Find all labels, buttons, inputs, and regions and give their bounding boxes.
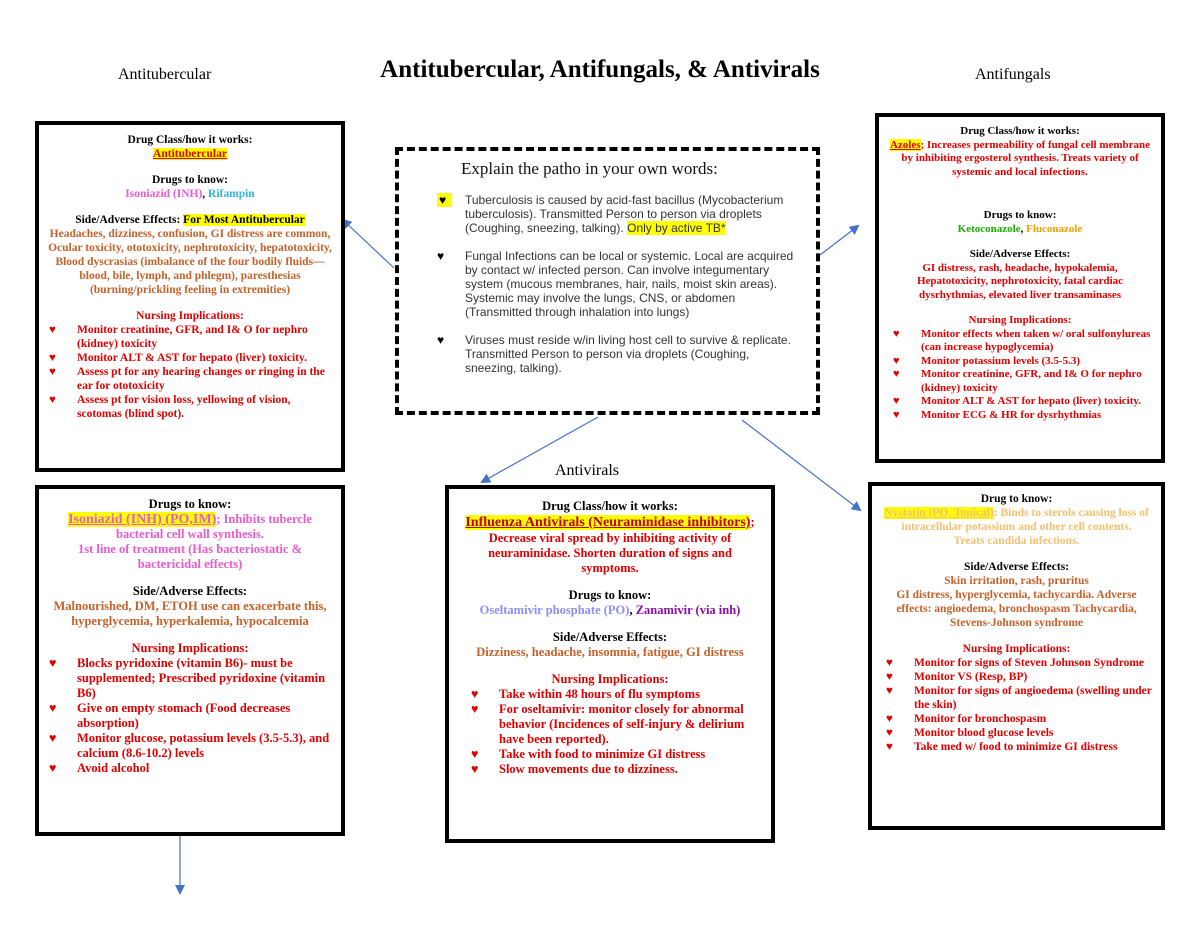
nystatin-drug-box <box>868 482 1165 830</box>
heart-icon: ♥ <box>886 713 893 725</box>
side-label: Side/Adverse Effects: <box>75 214 181 226</box>
heading-antitubercular: Antitubercular <box>118 66 212 83</box>
side-effects-text: GI distress, rash, headache, hypokalemia, Hepatotoxicity, nephrotoxicity, fatal cardiac dysrhythmias, elevated liver transaminases <box>916 261 1124 301</box>
heart-icon: ♥ <box>49 656 57 670</box>
drugs-label: Drugs to know: <box>568 588 652 602</box>
drugs-label: Drugs to know: <box>983 209 1057 221</box>
drug-desc: : Binds to sterols causing loss of intracellular potassium and other cell contents. <box>901 507 1149 533</box>
drug-line2: Treats candida infections. <box>953 535 1080 547</box>
list-item: ♥ Monitor for signs of Steven Johnson Syndrome <box>886 657 1145 669</box>
drug-oseltamivir: Oseltamivir phosphate (PO) <box>479 603 630 617</box>
list-item: ♥ Monitor creatinine, GFR, and I& O for nephro (kidney) toxicity <box>893 368 1142 394</box>
nursing-label: Nursing Implications: <box>131 641 249 655</box>
heart-icon: ♥ <box>437 333 445 347</box>
drugs-label: Drugs to know: <box>151 174 229 186</box>
heart-icon: ♥ <box>886 657 893 669</box>
heart-icon: ♥ <box>893 395 900 407</box>
drugs-label: Drug to know: <box>980 493 1053 505</box>
list-item: ♥ Monitor VS (Resp, BP) <box>886 671 1028 683</box>
side-effects-text: Malnourished, DM, ETOH use can exacerbate this, hyperglycemia, hyperkalemia, hypocalcemia <box>53 599 327 628</box>
list-item: ♥ Monitor effects when taken w/ oral sulfonylureas (can increase hypoglycemia) <box>893 327 1151 353</box>
nursing-label: Nursing Implications: <box>136 310 244 322</box>
drug-ketoconazole: Ketoconazole <box>957 222 1021 235</box>
heart-icon: ♥ <box>471 747 479 761</box>
page-title: Antitubercular, Antifungals, & Antivirals <box>380 56 820 83</box>
heart-icon: ♥ <box>49 701 57 715</box>
list-item: ♥ Take with food to minimize GI distress <box>471 747 706 761</box>
nursing-label: Nursing Implications: <box>551 672 669 686</box>
side-label: Side/Adverse Effects: <box>963 561 1070 573</box>
list-item: ♥ Monitor creatinine, GFR, and I& O for nephro (kidney) toxicity <box>49 324 308 350</box>
class-name: Antitubercular <box>153 148 227 160</box>
patho-tb: ♥ Tuberculosis is caused by acid-fast bacillus (Mycobacterium tuberculosis). Transmitted Person to person via droplets (Coughing, sneezing, talking). Only by active TB* <box>439 193 784 235</box>
heart-icon: ♥ <box>49 324 56 336</box>
list-item: ♥ For oseltamivir: monitor closely for abnormal behavior (Incidences of self-injury & delirium have been reported). <box>471 702 745 746</box>
drug-rifampin: Rifampin <box>208 188 255 200</box>
patho-fungal: ♥ Fungal Infections can be local or systemic. Local are acquired by contact w/ infected person. Can involve integumentary system (mucous membranes, hair, nails, moist skin areas). Systemic may involve the lungs, CNS, or abdomen (Transmitted through inhalation into lungs) <box>437 249 794 319</box>
heart-icon: ♥ <box>437 249 445 263</box>
drug-line2: 1st line of treatment (Has bacteriostatic & bactericidal effects) <box>77 542 302 571</box>
antifungal-class-box: Drug Class/how it works: Azoles; Increases permeability of fungal cell membrane by inhibiting ergosterol synthesis. Treats variety of systemic and local infections. Drugs to know: Ketoconazole, Fluconazole Side/Adverse Effects: GI distress, rash, headache, hypokalemia, Hepatotoxicity, nephrotoxicity, fatal cardiac dysrhythmias, elevated liver transaminases Nursing Implications: ♥ Monitor effects when taken w/ oral sulfonylureas (can increase hypoglycemia) ♥ Monitor potassium levels (3.5-5.3) ♥ Monitor creatinine, GFR, and I& O for nephro (kidney) toxicity ♥ Monitor ALT & AST for hepato (liver) toxicity. ♥ Monitor ECG & HR for dysrhythmias <box>875 113 1165 463</box>
list-item: ♥ Monitor ALT & AST for hepato (liver) toxicity. <box>893 395 1142 407</box>
side-effects-text-1: Skin irritation, rash, pruritus <box>944 575 1089 587</box>
list-item: ♥ Monitor glucose, potassium levels (3.5-5.3), and calcium (8.6-10.2) levels <box>49 731 330 760</box>
antitubercular-class-box: Drug Class/how it works: Antitubercular Drugs to know: Isoniazid (INH), Rifampin Side/Adverse Effects: For Most Antitubercular Headaches, dizziness, confusion, GI distress are common, Ocular toxicity, ototoxicity, nephrotoxicity, hepatotoxicity, Blood dyscrasias (imbalance of the four bodily fluids—blood, bile, lymph, and phlegm), paresthesias (burning/prickling feeling in extremities) Nursing Implications: ♥ Monitor creatinine, GFR, and I& O for nephro (kidney) toxicity ♥ Monitor ALT & AST for hepato (liver) toxicity. ♥ Assess pt for any hearing changes or ringing in the ear for ototoxicity ♥ Assess pt for vision loss, yellowing of vision, scotomas (blind spot). <box>35 121 345 472</box>
heart-icon: ♥ <box>893 327 900 340</box>
heart-icon: ♥ <box>471 702 479 716</box>
heart-icon: ♥ <box>886 671 893 683</box>
heart-icon: ♥ <box>886 685 893 697</box>
heart-icon: ♥ <box>49 352 56 364</box>
list-item: ♥ Blocks pyridoxine (vitamin B6)- must be supplemented; Prescribed pyridoxine (vitamin B6) <box>49 656 326 700</box>
list-item: ♥ Monitor blood glucose levels <box>886 727 1054 739</box>
heart-icon: ♥ <box>49 761 57 775</box>
class-label: Drug Class/how it works: <box>960 125 1080 137</box>
patho-viral: ♥ Viruses must reside w/in living host cell to survive & replicate. Transmitted Person to person via droplets (Coughing, sneezing, talking). <box>437 333 791 375</box>
side-effects-text: Dizziness, headache, insomnia, fatigue, GI distress <box>476 645 744 659</box>
heart-icon: ♥ <box>49 394 56 406</box>
nursing-list <box>887 328 1153 423</box>
class-name: Influenza Antivirals (Neuraminidase inhibitors) <box>465 515 751 530</box>
list-item: ♥ Monitor for signs of angioedema (swelling under the skin) <box>886 685 1152 711</box>
class-name: Azoles <box>889 138 921 151</box>
heart-icon: ♥ <box>886 741 893 753</box>
arrow-to-antifungals <box>820 226 858 255</box>
list-item: ♥ Assess pt for any hearing changes or ringing in the ear for ototoxicity <box>49 366 325 392</box>
tb-highlight: Only by active TB* <box>627 221 726 235</box>
heading-antifungals: Antifungals <box>975 66 1051 83</box>
nursing-list <box>459 687 761 777</box>
drug-desc: ; Inhibits tubercle bacterial cell wall synthesis. <box>116 512 312 541</box>
list-item: ♥ Monitor potassium levels (3.5-5.3) <box>893 354 1080 367</box>
patho-box <box>395 147 820 415</box>
drug-name: Isoniazid (INH) (PO,IM) <box>68 512 217 527</box>
class-label: Drug Class/how it works: <box>542 499 678 513</box>
arrow-to-antivirals <box>482 417 598 482</box>
heading-antivirals: Antivirals <box>555 462 619 479</box>
list-item: ♥ Monitor ECG & HR for dysrhythmias <box>893 408 1102 421</box>
heart-icon: ♥ <box>49 366 56 378</box>
class-desc: ; Increases permeability of fungal cell membrane by inhibiting ergosterol synthesis. Treats variety of systemic and local infections. <box>901 138 1151 178</box>
heart-icon: ♥ <box>49 731 57 745</box>
side-effects-text: Headaches, dizziness, confusion, GI distress are common, Ocular toxicity, ototoxicity, nephrotoxicity, hepatotoxicity, Blood dyscrasias (imbalance of the four bodily fluids—blood, bile, lymph, and phlegm), paresthesias (burning/prickling feeling in extremities) <box>48 228 332 296</box>
arrow-to-antitubercular <box>343 220 394 268</box>
list-item: ♥ Take med w/ food to minimize GI distress <box>886 741 1118 753</box>
list-item: ♥ Slow movements due to dizziness. <box>471 762 678 776</box>
heart-icon: ♥ <box>893 408 900 421</box>
list-item: ♥ Assess pt for vision loss, yellowing of vision, scotomas (blind spot). <box>49 394 291 420</box>
side-effects-text-2: GI distress, hyperglycemia, tachycardia. Adverse effects: angioedema, bronchospasm Tachycardia, Stevens-Johnson syndrome <box>896 589 1137 629</box>
drug-isoniazid: Isoniazid (INH) <box>125 188 203 200</box>
heart-icon: ♥ <box>893 368 900 380</box>
heart-icon: ♥ <box>471 762 479 776</box>
drug-name: Nystatin (PO, Topical) <box>884 507 994 519</box>
list-item: ♥ Avoid alcohol <box>49 761 150 775</box>
nursing-label: Nursing Implications: <box>962 643 1071 655</box>
heart-icon: ♥ <box>437 193 452 207</box>
drug-fluconazole: Fluconazole <box>1026 222 1083 235</box>
nursing-list <box>47 656 333 776</box>
list-item: ♥ Monitor ALT & AST for hepato (liver) toxicity. <box>49 352 308 364</box>
patho-heading: Explain the patho in your own words: <box>461 159 718 178</box>
drugs-label: Drugs to know: <box>148 497 232 511</box>
side-label: Side/Adverse Effects: <box>552 630 668 644</box>
drug-zanamivir: Zanamivir (via inh) <box>635 603 741 617</box>
nursing-list <box>47 323 333 421</box>
list-item: ♥ Monitor for bronchospasm <box>886 713 1047 725</box>
nursing-label: Nursing Implications: <box>968 314 1072 326</box>
list-item: ♥ Give on empty stomach (Food decreases absorption) <box>49 701 291 730</box>
antiviral-box: Drug Class/how it works: Influenza Antivirals (Neuraminidase inhibitors); Decrease viral spread by inhibiting activity of neuraminidase. Shorten duration of signs and symptoms. Drugs to know: Oseltamivir phosphate (PO), Zanamivir (via inh) Side/Adverse Effects: Dizziness, headache, insomnia, fatigue, GI distress Nursing Implications: ♥ Take within 48 hours of flu symptoms ♥ For oseltamivir: monitor closely for abnormal behavior (Incidences of self-injury & delirium have been reported). ♥ Take with food to minimize GI distress ♥ Slow movements due to dizziness. <box>445 485 775 843</box>
class-label: Drug Class/how it works: <box>127 134 253 146</box>
side-highlight: For Most Antitubercular <box>183 214 305 226</box>
heart-icon: ♥ <box>886 727 893 739</box>
list-item: ♥ Take within 48 hours of flu symptoms <box>471 687 700 701</box>
nursing-list <box>880 656 1153 754</box>
heart-icon: ♥ <box>471 687 479 701</box>
side-label: Side/Adverse Effects: <box>969 248 1071 260</box>
heart-icon: ♥ <box>893 354 900 367</box>
class-desc: ; Decrease viral spread by inhibiting activity of neuraminidase. Shorten duration of signs and symptoms. <box>488 515 755 575</box>
isoniazid-drug-box <box>35 485 345 836</box>
side-label: Side/Adverse Effects: <box>132 584 248 598</box>
